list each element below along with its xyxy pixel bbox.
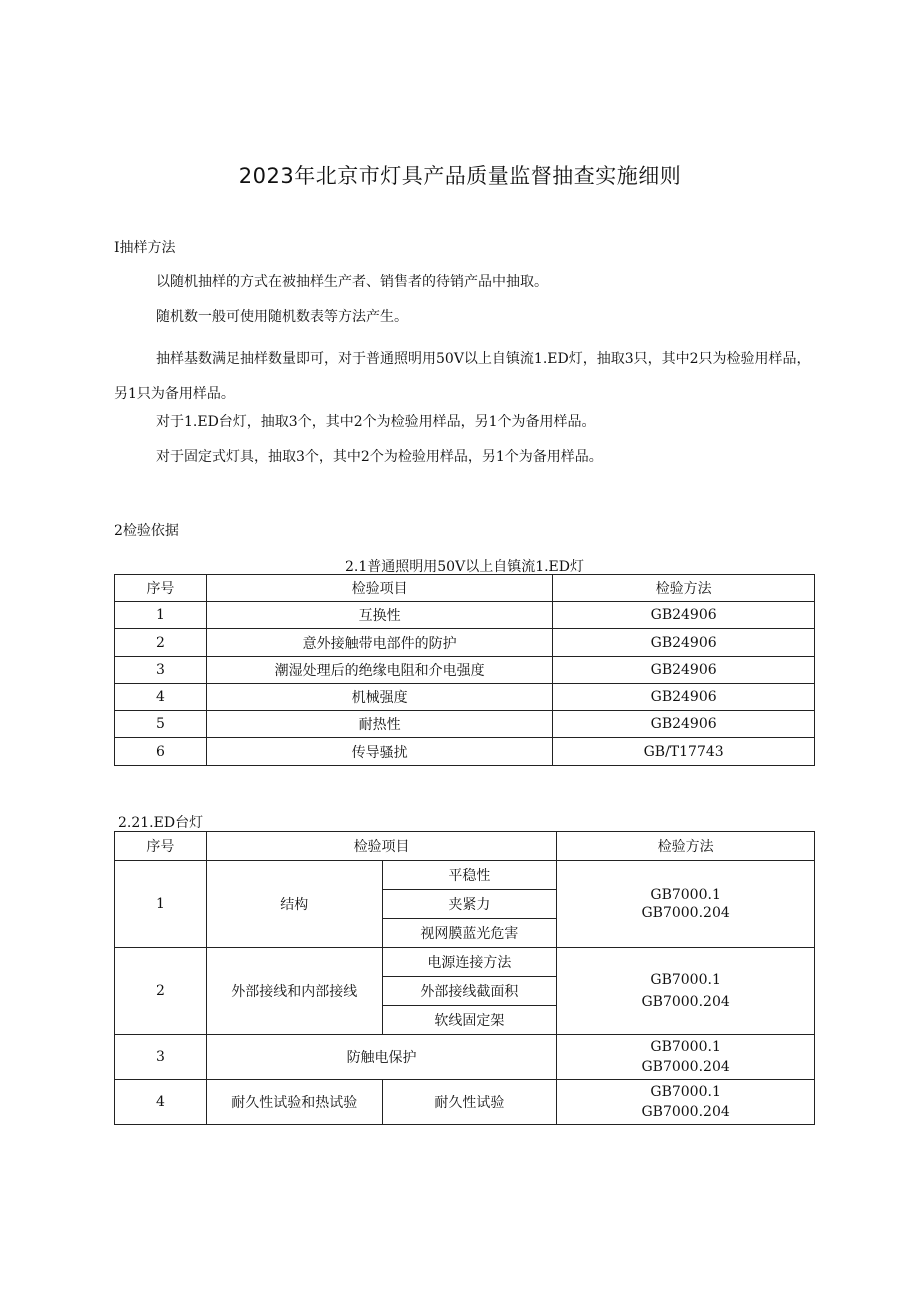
method-line: GB7000.1 [650,887,721,903]
table-cell: 6 [115,738,207,766]
table-row [115,1080,815,1125]
table-cell: 传导骚扰 [206,738,552,766]
table-row [115,1035,815,1080]
table-cell: 外部接线和内部接线 [206,948,382,1035]
table-cell: 1 [115,602,207,629]
table-cell: 电源连接方法 [382,948,557,977]
header-cell: 检验方法 [557,832,815,861]
method-cell [557,861,815,948]
method-line: GB7000.1 [650,1084,721,1100]
table-cell: 4 [115,1080,207,1125]
table-cell: GB24906 [553,711,815,738]
table-cell: 耐久性试验 [382,1080,557,1125]
method-cell [557,1035,815,1080]
table-cell: 4 [115,684,207,711]
table-cell: 耐热性 [206,711,552,738]
table-cell: 意外接触带电部件的防护 [206,629,552,657]
section-1-heading: I抽样方法 [114,240,176,256]
table-cell: 夹紧力 [382,890,557,919]
table-1 [114,574,815,766]
header-cell: 检验项目 [206,832,556,861]
table-cell: 2 [115,948,207,1035]
table-cell: 1 [115,861,207,948]
method-line: GB7000.1 [650,1039,721,1055]
method-cell [557,948,815,1035]
table-row [115,948,815,977]
section-2-heading: 2检验依据 [114,523,179,539]
table-2-caption: 2.21.ED台灯 [118,815,204,831]
table-cell: 3 [115,1035,207,1080]
method-line: GB7000.204 [641,1104,730,1120]
table-cell: GB24906 [553,602,815,629]
header-cell: 序号 [115,575,207,602]
method-line: GB7000.204 [641,1059,730,1075]
paragraph-5: 对于固定式灯具，抽取3个，其中2个为检验用样品，另1个为备用样品。 [156,449,603,465]
header-cell: 检验方法 [553,575,815,602]
table-cell: 潮湿处理后的绝缘电阻和介电强度 [206,657,552,684]
table-cell: 视网膜蓝光危害 [382,919,557,948]
paragraph-4: 对于1.ED台灯，抽取3个，其中2个为检验用样品，另1个为备用样品。 [156,414,596,430]
paragraph-2: 随机数一般可使用随机数表等方法产生。 [156,309,408,325]
table-cell: 软线固定架 [382,1006,557,1035]
table-cell: GB/T17743 [553,738,815,766]
method-line: GB7000.1 [650,972,721,988]
table-cell: GB24906 [553,657,815,684]
table-cell: GB24906 [553,629,815,657]
table-row [115,684,815,711]
header-cell: 检验项目 [206,575,552,602]
table-1-caption: 2.1普通照明用50V以上自镇流1.ED灯 [345,559,584,575]
table-row [115,657,815,684]
table-row [115,861,815,890]
table-cell: 3 [115,657,207,684]
table-row [115,602,815,629]
table-header-row [115,575,815,602]
method-line: GB7000.204 [641,994,730,1010]
table-cell: 2 [115,629,207,657]
table-cell: 防触电保护 [206,1035,556,1080]
table-row [115,711,815,738]
table-cell: GB24906 [553,684,815,711]
page-title: 2023年北京市灯具产品质量监督抽查实施细则 [238,164,682,188]
method-line: GB7000.204 [641,905,730,921]
paragraph-1: 以随机抽样的方式在被抽样生产者、销售者的待销产品中抽取。 [156,274,548,290]
method-cell [557,1080,815,1125]
table-cell: 耐久性试验和热试验 [206,1080,382,1125]
table-row [115,738,815,766]
paragraph-3: 抽样基数满足抽样数量即可，对于普通照明用50V以上自镇流1.ED灯，抽取3只，其中2只为检验用样品，另1只为备用样品。 [114,351,811,402]
table-row [115,629,815,657]
table-cell: 机械强度 [206,684,552,711]
header-cell: 序号 [115,832,207,861]
table-cell: 外部接线截面积 [382,977,557,1006]
table-cell: 结构 [206,861,382,948]
table-cell: 平稳性 [382,861,557,890]
table-cell: 5 [115,711,207,738]
table-cell: 互换性 [206,602,552,629]
table-header-row [115,832,815,861]
table-2 [114,831,815,1125]
